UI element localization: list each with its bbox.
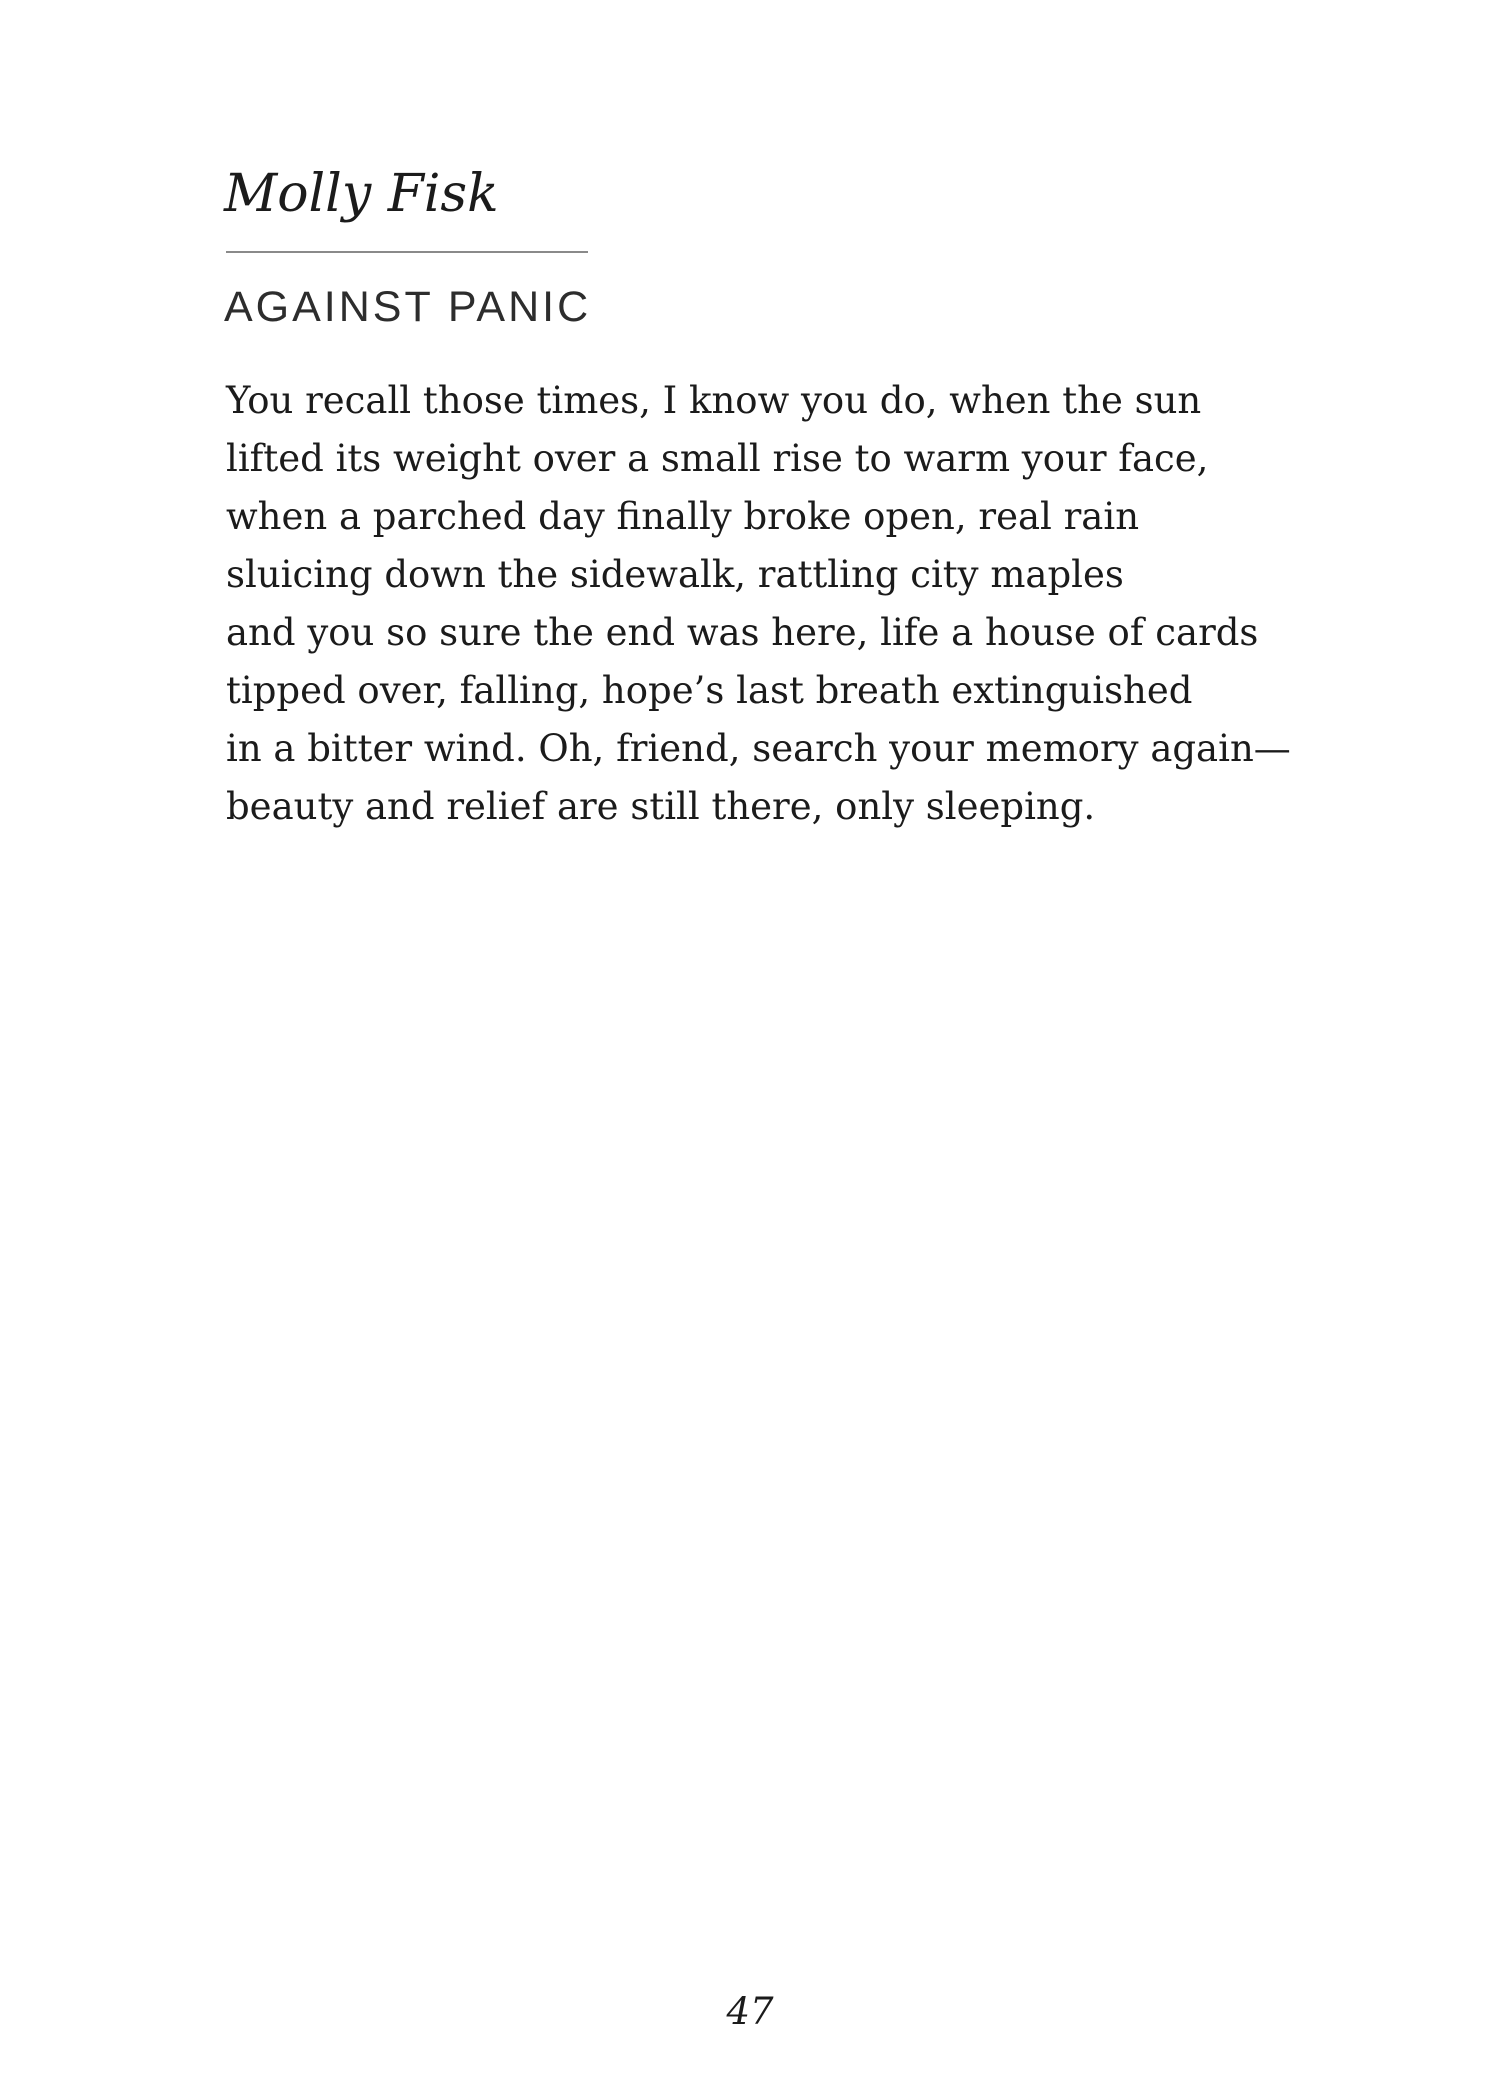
poem-line: sluicing down the sidewalk, rattling city maples [226, 553, 1124, 596]
page-number: 47 [726, 1990, 774, 2033]
poem-line: when a parched day finally broke open, real rain [226, 495, 1140, 538]
poem-line: in a bitter wind. Oh, friend, search your memory again— [226, 727, 1291, 770]
poem-body [226, 372, 1291, 836]
poem-line: and you so sure the end was here, life a house of cards [226, 611, 1259, 654]
poem-title: AGAINST PANIC [224, 283, 592, 331]
poem-line: You recall those times, I know you do, when the sun [226, 379, 1202, 422]
author-name: Molly Fisk [224, 164, 499, 224]
header-divider-rule [226, 251, 588, 253]
poem-line: beauty and relief are still there, only sleeping. [226, 785, 1096, 828]
poem-line: tipped over, falling, hope’s last breath extinguished [226, 669, 1193, 712]
poem-line: lifted its weight over a small rise to warm your face, [226, 437, 1209, 480]
